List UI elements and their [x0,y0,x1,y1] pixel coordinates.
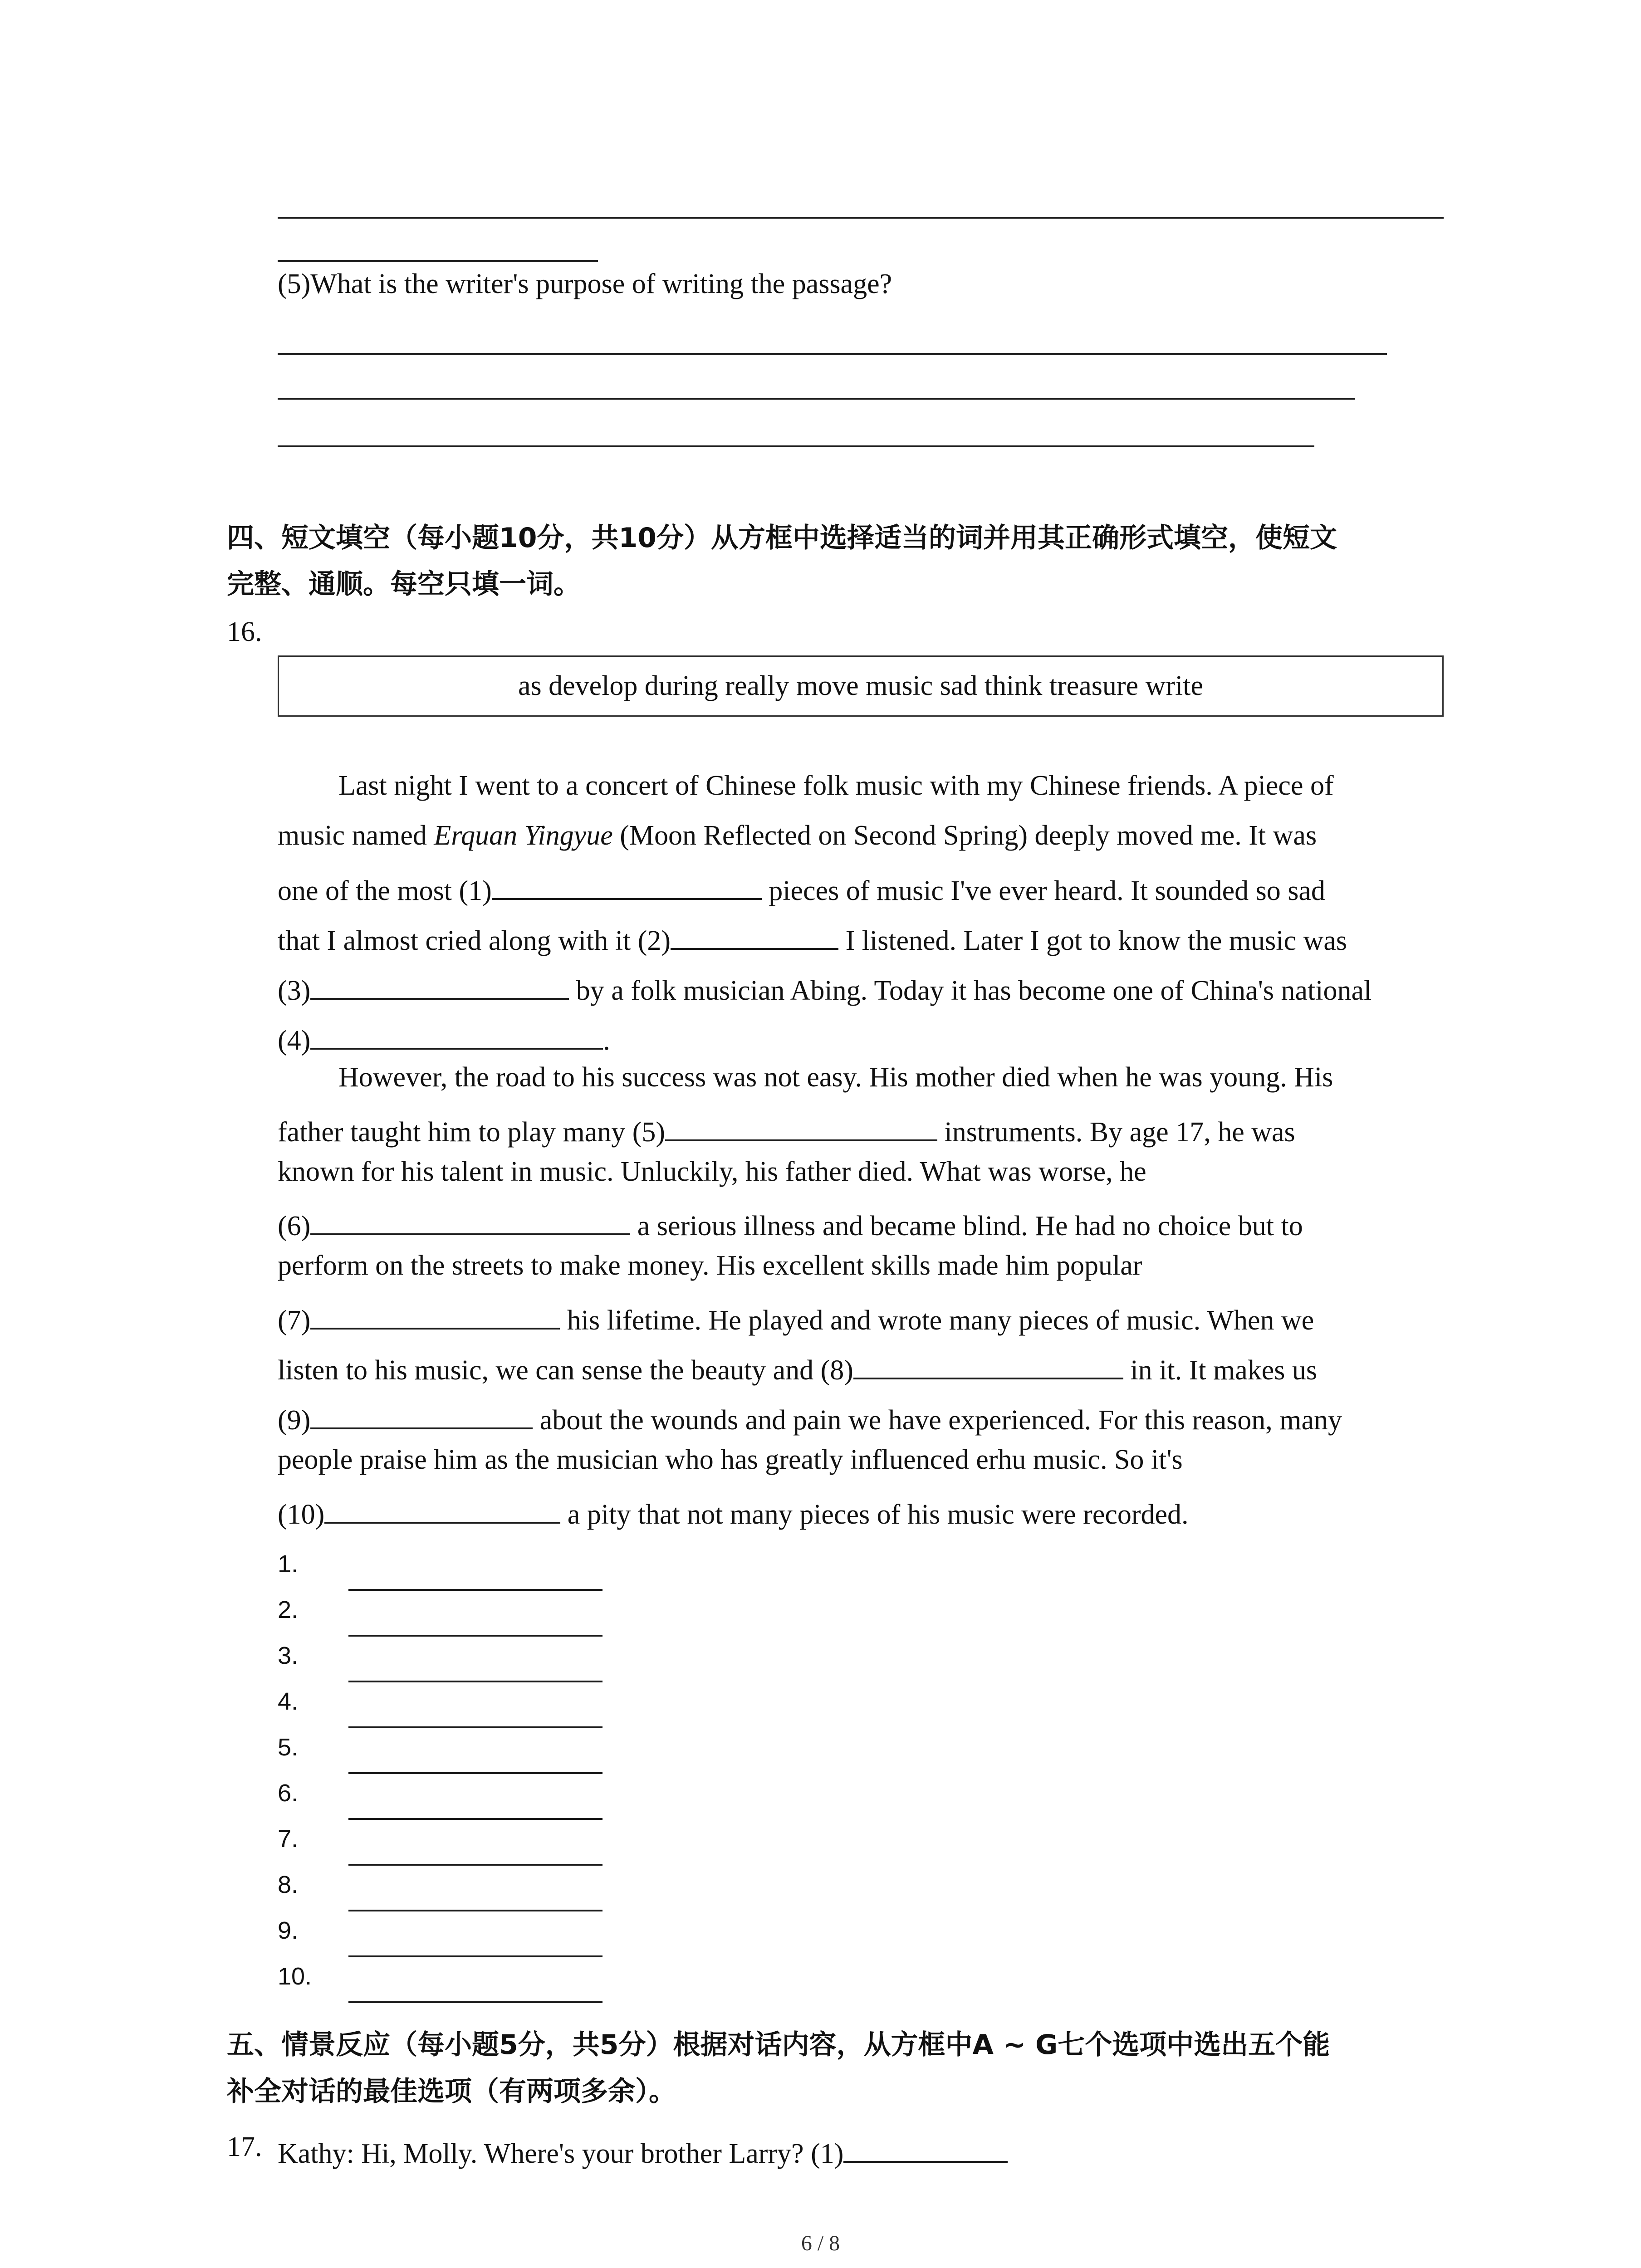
passage-line: Last night I went to a concert of Chinese folk music with my Chinese friends. A piece of [338,770,1334,801]
passage-line: (7) his lifetime. He played and wrote many pieces of music. When we [278,1300,1314,1337]
word-bank [278,655,1444,717]
answer-number: 3. [278,1642,299,1669]
answer-line [348,1681,603,1682]
passage-line: (6) a serious illness and became blind. He had no choice but to [278,1205,1303,1242]
blank-5 [665,1111,937,1141]
passage-line: listen to his music, we can sense the beauty and (8) in it. It makes us [278,1349,1317,1387]
blank-dialogue-1 [843,2133,1008,2163]
answer-number: 4. [278,1688,299,1715]
passage-line: known for his talent in music. Unluckily, his father died. What was worse, he [278,1156,1146,1187]
answer-line [278,353,1387,355]
passage-line: people praise him as the musician who has greatly influenced erhu music. So it's [278,1444,1183,1475]
blank-9 [310,1399,533,1429]
answer-line [278,398,1355,400]
answer-line [348,1589,603,1591]
passage-line: (10) a pity that not many pieces of his music were recorded. [278,1494,1189,1531]
answer-line [278,445,1314,447]
section-heading: 完整、通顺。每空只填一词。 [227,568,581,600]
section-heading: 四、短文填空（每小题10分，共10分）从方框中选择适当的词并用其正确形式填空，使短文 [227,522,1337,554]
answer-line [278,217,1444,219]
answer-line [348,1635,603,1637]
blank-8 [853,1349,1123,1379]
passage-line: (4) . [278,1020,610,1057]
passage-line: that I almost cried along with it (2) I listened. Later I got to know the music was [278,920,1347,957]
answer-line [348,2001,603,2003]
question-text: (5)What is the writer's purpose of writing the passage? [278,269,892,299]
page-number: 6 / 8 [801,2231,840,2255]
answer-line [278,260,598,262]
answer-number: 7. [278,1825,299,1853]
answer-number: 5. [278,1734,299,1761]
answer-line [348,1864,603,1866]
blank-10 [324,1494,560,1524]
blank-1 [492,870,762,900]
answer-line [348,1910,603,1911]
passage-line: one of the most (1) pieces of music I've ever heard. It sounded so sad [278,870,1325,907]
word-bank-text: as develop during really move music sad think treasure write [518,670,1203,701]
passage-line: perform on the streets to make money. His excellent skills made him popular [278,1250,1142,1281]
answer-line [348,1818,603,1820]
blank-7 [310,1300,560,1330]
blank-2 [671,920,838,950]
passage-line: (3) by a folk musician Abing. Today it has become one of China's national [278,970,1372,1007]
answer-number: 8. [278,1871,299,1898]
dialogue-line: Kathy: Hi, Molly. Where's your brother Larry? (1) [278,2133,1008,2170]
blank-4 [310,1020,603,1050]
section-heading: 补全对话的最佳选项（有两项多余）。 [227,2076,676,2107]
passage-line: music named Erquan Yingyue (Moon Reflected on Second Spring) deeply moved me. It was [278,820,1317,851]
answer-line [348,1955,603,1957]
blank-6 [310,1205,630,1235]
section-heading: 五、情景反应（每小题5分，共5分）根据对话内容，从方框中A ~ G七个选项中选出五个能 [227,2029,1330,2061]
passage-line: However, the road to his success was not easy. His mother died when he was young. His [338,1062,1333,1093]
passage-line: (9) about the wounds and pain we have experienced. For this reason, many [278,1399,1342,1437]
answer-number: 10. [278,1963,312,1990]
passage-line: father taught him to play many (5) instruments. By age 17, he was [278,1111,1295,1149]
answer-number: 6. [278,1779,299,1807]
answer-number: 1. [278,1550,299,1578]
blank-3 [310,970,569,1000]
answer-number: 9. [278,1917,299,1944]
answer-line [348,1772,603,1774]
question-number: 17. [227,2131,262,2162]
answer-line [348,1726,603,1728]
answer-number: 2. [278,1596,299,1623]
question-number: 16. [227,616,262,647]
